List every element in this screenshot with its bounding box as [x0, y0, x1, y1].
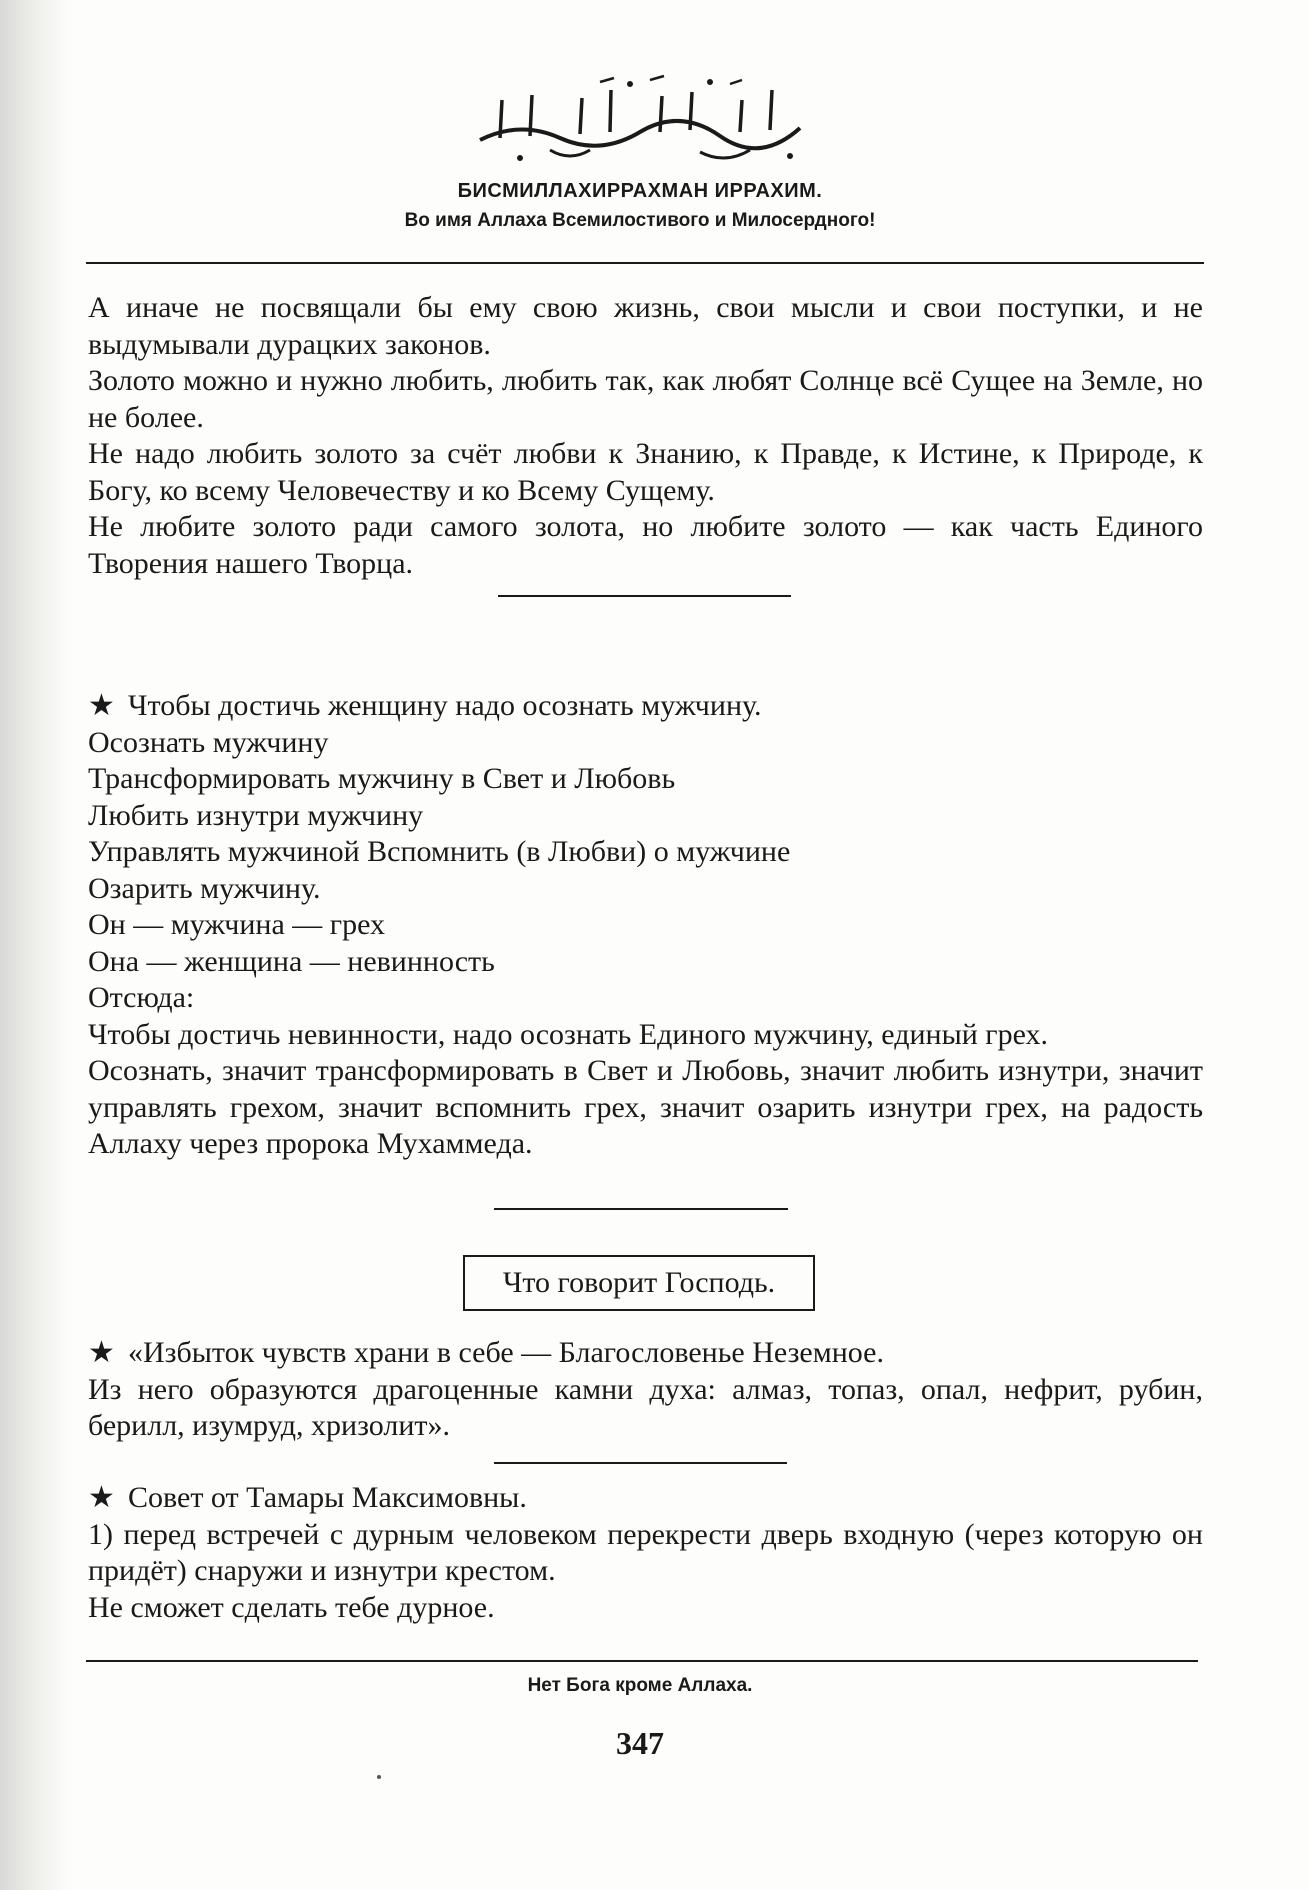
paragraph-text: «Избыток чувств храни в себе — Благословенье Неземное. — [128, 1336, 884, 1369]
paragraph: Из него образуются драгоценные камни духа: алмаз, топаз, опал, нефрит, рубин, берилл, изумруд, хризолит». — [88, 1372, 1203, 1442]
section-man-woman — [88, 688, 1203, 1163]
list-line: Управлять мужчиной Вспомнить (в Любви) о мужчине — [88, 835, 791, 868]
paragraph: Не сможет сделать тебе дурное. — [88, 1590, 495, 1624]
paragraph-text: Совет от Тамары Максимовны. — [128, 1481, 527, 1514]
list-line: Отсюда: — [88, 981, 195, 1014]
star-icon: ★ — [88, 689, 115, 722]
section-divider — [494, 1208, 788, 1210]
calligraphy-icon — [460, 70, 820, 170]
section-lord-says — [88, 1335, 1203, 1445]
star-icon: ★ — [88, 1481, 115, 1514]
page-number: 347 — [616, 1725, 664, 1761]
paragraph: Осознать, значит трансформировать в Свет и Любовь, значит любить изнутри, значит управлять грехом, значит вспомнить грех, значит озарить изнутри грех, на радость Аллаху через пророка Мухаммеда. — [88, 1054, 1203, 1160]
boxed-heading: Что говорит Господь. — [463, 1255, 815, 1311]
paragraph: Чтобы достичь невинности, надо осознать Единого мужчину, единый грех. — [88, 1017, 1048, 1051]
paragraph: Не любите золото ради самого золота, но любите золото — как часть Единого Творения нашего Творца. — [88, 510, 1203, 580]
header-subtitle: Во имя Аллаха Всемилостивого и Милосердного! — [404, 210, 876, 231]
paragraph: 1) перед встречей с дурным человеком перекрести дверь входную (через которую он придёт) снаружи и изнутри крестом. — [88, 1517, 1203, 1587]
list-line: Трансформировать мужчину в Свет и Любовь — [88, 762, 676, 795]
section-gold-text — [88, 290, 1203, 582]
list-line: Он — мужчина — грех — [88, 908, 386, 941]
star-icon: ★ — [88, 1336, 115, 1369]
star-paragraph — [88, 1335, 1203, 1372]
list-line: Она — женщина — невинность — [88, 944, 495, 978]
section-divider — [498, 595, 791, 597]
star-paragraph — [88, 1480, 1203, 1517]
list-line: Осознать мужчину — [88, 725, 329, 759]
section-divider — [494, 1462, 787, 1464]
paragraph: Не надо любить золото за счёт любви к Знанию, к Правде, к Истине, к Природе, к Богу, ко всему Человечеству и ко Всему Сущему. — [88, 437, 1203, 507]
print-speck — [377, 1775, 381, 1779]
paragraph: Золото можно и нужно любить, любить так, как любят Солнце всё Сущее на Земле, но не более. — [88, 364, 1203, 434]
paragraph: А иначе не посвящали бы ему свою жизнь, свои мысли и свои поступки, и не выдумывали дурацких законов. — [88, 291, 1203, 361]
header-divider — [86, 262, 1204, 264]
section-advice — [88, 1480, 1203, 1626]
star-paragraph — [88, 688, 1203, 725]
bismillah-calligraphy — [460, 70, 820, 170]
list-line: Любить изнутри мужчину — [88, 798, 424, 832]
paragraph-text: Чтобы достичь женщину надо осознать мужчину. — [128, 689, 762, 722]
footer-divider — [86, 1660, 1198, 1662]
header-title: БИСМИЛЛАХИРРАХМАН ИРРАХИМ. — [457, 180, 823, 202]
footer-text: Нет Бога кроме Аллаха. — [527, 1675, 753, 1696]
list-line: Озарить мужчину. — [88, 871, 321, 905]
